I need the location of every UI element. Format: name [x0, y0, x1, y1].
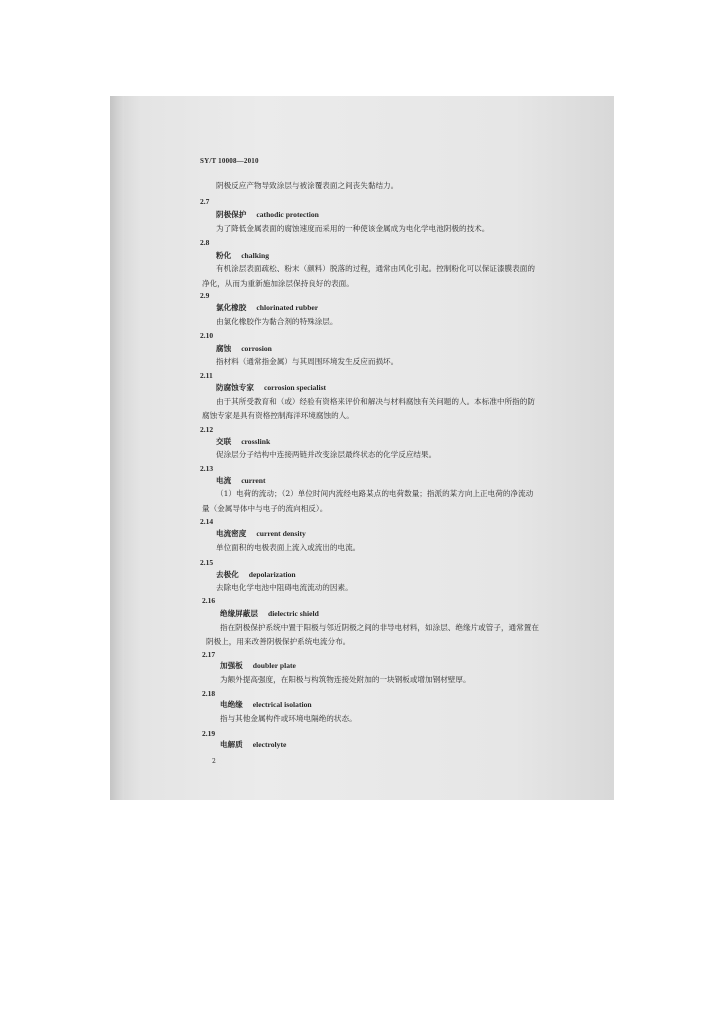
- term-chinese: 电流密度: [216, 529, 247, 538]
- term-heading: [220, 662, 296, 670]
- term-english: corrosion: [241, 344, 272, 353]
- term-chinese: 加强板: [220, 661, 243, 670]
- clause-number: 2.19: [202, 729, 216, 738]
- term-english: depolarization: [248, 570, 296, 579]
- clause-number: 2.9: [200, 291, 210, 300]
- clause-number: 2.12: [200, 425, 214, 434]
- term-chinese: 电解质: [220, 740, 243, 749]
- term-chinese: 粉化: [216, 251, 232, 260]
- definition-line: 指材料（通常指金属）与其周围环境发生反应而损坏。: [216, 357, 399, 366]
- definition-line: 指在阴极保护系统中置于阳极与邻近阴极之间的非导电材料，如涂层、绝缘片或管子，通常置在: [220, 623, 539, 632]
- term-heading: [216, 252, 269, 260]
- term-chinese: 电绝缘: [220, 700, 243, 709]
- term-chinese: 交联: [216, 437, 232, 446]
- term-english: chalking: [241, 251, 270, 260]
- term-heading: [216, 211, 319, 219]
- definition-line: 由氯化橡胶作为黏合剂的特殊涂层。: [216, 317, 338, 326]
- clause-number: 2.17: [202, 650, 216, 659]
- term-english: electrical isolation: [252, 700, 312, 709]
- definition-line: 腐蚀专家是具有资格控制海洋环境腐蚀的人。: [202, 411, 354, 420]
- clause-number: 2.16: [202, 596, 216, 605]
- definition-line: 为额外提高强度，在阳极与构筑物连接处附加的一块钢板或增加钢材壁厚。: [220, 675, 471, 684]
- clause-number: 2.13: [200, 464, 214, 473]
- definition-line: 量（金属导体中与电子的流向相反）。: [202, 504, 328, 513]
- definition-line: 净化，从而为重新施加涂层保持良好的表面。: [202, 279, 354, 288]
- clause-number: 2.11: [200, 371, 213, 380]
- term-english: crosslink: [241, 437, 271, 446]
- term-chinese: 去极化: [216, 570, 239, 579]
- clause-number: 2.14: [200, 517, 214, 526]
- term-heading: [216, 530, 306, 538]
- term-heading: [216, 384, 326, 392]
- definition-line: 促涂层分子结构中连接两链并改变涂层最终状态的化学反应结果。: [216, 450, 437, 459]
- clause-number: 2.7: [200, 197, 210, 206]
- term-english: current density: [256, 529, 306, 538]
- definition-line: 去除电化学电池中阻碍电流流动的因素。: [216, 583, 353, 592]
- clause-number: 2.10: [200, 331, 214, 340]
- definition-line: 由于其所受教育和（或）经验有资格来评价和解决与材料腐蚀有关问题的人。本标准中所指的防: [216, 397, 535, 406]
- term-chinese: 阴极保护: [216, 210, 247, 219]
- definition-line: 单位面积的电极表面上流入或流出的电流。: [216, 543, 361, 552]
- term-chinese: 防腐蚀专家: [216, 383, 254, 392]
- term-heading: [220, 610, 319, 618]
- term-english: doubler plate: [252, 661, 296, 670]
- term-chinese: 腐蚀: [216, 344, 232, 353]
- term-english: dielectric shield: [267, 609, 319, 618]
- term-chinese: 氯化橡胶: [216, 303, 247, 312]
- page-number: 2: [212, 758, 216, 765]
- clause-number: 2.18: [202, 689, 216, 698]
- clause-number: 2.8: [200, 238, 210, 247]
- document-code: SY/T 10008—2010: [200, 157, 259, 165]
- term-english: current: [241, 476, 266, 485]
- scanned-page: [110, 96, 614, 800]
- term-chinese: 电流: [216, 476, 232, 485]
- definition-line: 阴极上，用来改善阴极保护系统电流分布。: [206, 637, 351, 646]
- term-heading: [216, 571, 296, 579]
- definition-line: 为了降低金属表面的腐蚀速度而采用的一种使该金属成为电化学电池阴极的技术。: [216, 224, 490, 233]
- term-english: chlorinated rubber: [256, 303, 319, 312]
- term-english: cathodic protection: [256, 210, 319, 219]
- definition-line: 指与其他金属构件或环境电隔绝的状态。: [220, 714, 357, 723]
- clause-number: 2.15: [200, 558, 214, 567]
- term-heading: [216, 477, 266, 485]
- term-chinese: 绝缘屏蔽层: [220, 609, 258, 618]
- lead-paragraph: 阴极反应产物导致涂层与被涂覆表面之间丧失黏结力。: [216, 181, 399, 190]
- term-english: corrosion specialist: [263, 383, 327, 392]
- term-english: electrolyte: [252, 740, 287, 749]
- term-heading: [216, 304, 318, 312]
- term-heading: [216, 438, 270, 446]
- term-heading: [216, 345, 272, 353]
- term-heading: [220, 741, 286, 749]
- definition-line: （1）电荷的流动；（2）单位时间内流经电路某点的电荷数量；指派的某方向上正电荷的净流动: [216, 489, 534, 498]
- definition-line: 有机涂层表面疏松、粉末（颜料）脱落的过程，通常由风化引起。控制粉化可以保证漆膜表面的: [216, 264, 535, 273]
- term-heading: [220, 701, 312, 709]
